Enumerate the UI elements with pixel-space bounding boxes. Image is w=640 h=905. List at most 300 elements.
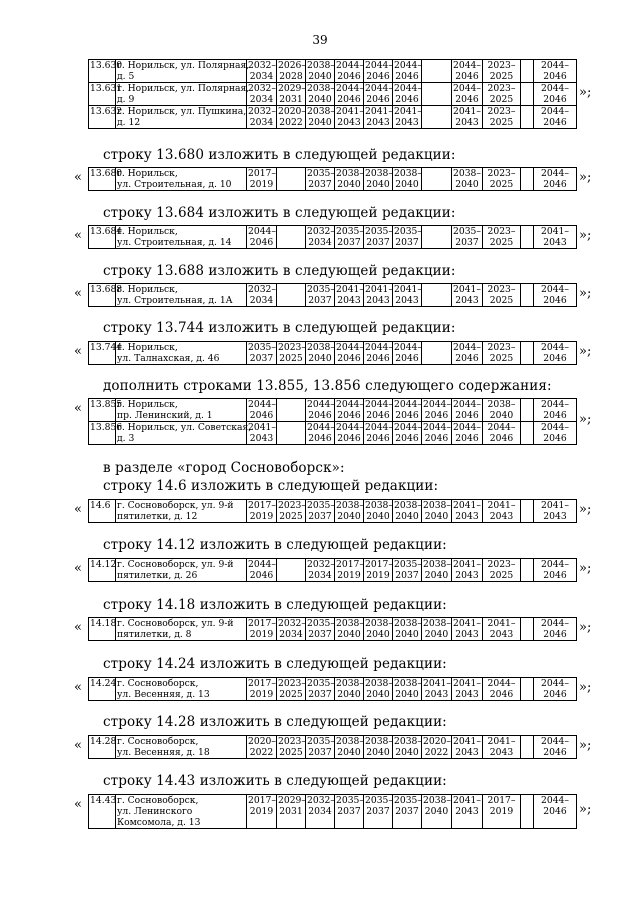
period-line: 2023– bbox=[278, 678, 306, 689]
period-line: 2025 bbox=[489, 117, 514, 128]
period-cell bbox=[393, 342, 422, 365]
period-line bbox=[522, 500, 532, 511]
period-line: 2038– bbox=[307, 342, 335, 353]
period-line: 2043 bbox=[489, 747, 514, 758]
period-line: 2037 bbox=[308, 295, 332, 306]
quote-open: « bbox=[74, 401, 82, 416]
period-line bbox=[423, 168, 450, 179]
amendment-table bbox=[88, 167, 577, 191]
period-cell bbox=[534, 500, 577, 523]
row-number: 14.28 bbox=[89, 736, 116, 759]
table-row bbox=[89, 83, 577, 106]
period-cell bbox=[521, 422, 534, 445]
period-line: 2037 bbox=[308, 747, 332, 758]
period-line: 2019 bbox=[249, 179, 274, 190]
amendment-table bbox=[88, 617, 577, 641]
period-line: 2046 bbox=[543, 410, 567, 421]
quote-close: »; bbox=[579, 619, 592, 635]
period-line: 2025 bbox=[489, 94, 514, 105]
period-line: 2040 bbox=[424, 629, 449, 640]
period-cell bbox=[534, 678, 577, 701]
period-line: 2037 bbox=[337, 806, 361, 817]
period-line: 2032– bbox=[307, 226, 335, 237]
row-number: 13.630 bbox=[89, 60, 116, 83]
instruction-text: строку 13.684 изложить в следующей редакции: bbox=[103, 205, 456, 221]
period-line bbox=[522, 179, 532, 190]
table-row bbox=[89, 226, 577, 249]
period-cell bbox=[422, 500, 452, 523]
period-line bbox=[423, 117, 450, 128]
period-cell bbox=[247, 226, 277, 249]
period-line: 2044– bbox=[541, 618, 569, 629]
period-line: 2041– bbox=[336, 106, 364, 117]
period-cell bbox=[452, 795, 483, 829]
row-number: 13.684 bbox=[89, 226, 116, 249]
period-cell bbox=[422, 83, 452, 106]
period-line bbox=[423, 83, 450, 94]
period-cell bbox=[306, 500, 335, 523]
period-line bbox=[522, 226, 532, 237]
period-line: 2040 bbox=[366, 511, 390, 522]
period-line: 2032– bbox=[307, 795, 335, 806]
row-number: 14.24 bbox=[89, 678, 116, 701]
address-line: ул. Строительная, д. 10 bbox=[117, 179, 232, 190]
row-number: 14.43 bbox=[89, 795, 116, 829]
period-line: 2035– bbox=[394, 795, 422, 806]
period-cell bbox=[483, 226, 521, 249]
period-line: 2041– bbox=[453, 618, 481, 629]
period-line: 2035– bbox=[307, 168, 335, 179]
period-cell bbox=[393, 106, 422, 129]
instruction-text: строку 14.18 изложить в следующей редакции: bbox=[103, 597, 447, 613]
period-cell bbox=[393, 795, 422, 829]
period-line: 2035– bbox=[394, 559, 422, 570]
period-cell bbox=[483, 83, 521, 106]
instruction-text: строку 14.6 изложить в следующей редакции: bbox=[103, 478, 439, 494]
address-line: г. Норильск, bbox=[117, 284, 178, 295]
address-line: пятилетки, д. 12 bbox=[117, 511, 198, 522]
period-cell bbox=[277, 168, 306, 191]
period-line: 2044– bbox=[423, 422, 451, 433]
period-line bbox=[522, 237, 532, 248]
period-cell bbox=[393, 226, 422, 249]
quote-close: »; bbox=[579, 802, 592, 817]
period-cell bbox=[422, 678, 452, 701]
period-line: 2041– bbox=[453, 500, 481, 511]
period-line: 2022 bbox=[249, 747, 274, 758]
period-line: 2043 bbox=[366, 117, 390, 128]
period-line: 2044– bbox=[541, 678, 569, 689]
period-line: 2040 bbox=[366, 747, 390, 758]
period-cell bbox=[335, 60, 364, 83]
period-line bbox=[522, 747, 532, 758]
period-line: 2038– bbox=[336, 736, 364, 747]
table-row bbox=[89, 678, 577, 701]
period-cell bbox=[364, 500, 393, 523]
period-line: 2044– bbox=[307, 399, 335, 410]
period-line: 2044– bbox=[336, 422, 364, 433]
instruction-text: дополнить строками 13.855, 13.856 следующего содержания: bbox=[103, 378, 552, 394]
row-number: 14.6 bbox=[89, 500, 116, 523]
period-line: 2034 bbox=[279, 629, 303, 640]
period-line: 2044– bbox=[541, 106, 569, 117]
period-line: 2043 bbox=[455, 117, 479, 128]
period-line: 2046 bbox=[249, 570, 274, 581]
period-cell bbox=[364, 559, 393, 582]
period-line: 2017– bbox=[248, 618, 276, 629]
table-row bbox=[89, 559, 577, 582]
period-cell bbox=[364, 795, 393, 829]
period-line: 2037 bbox=[308, 689, 332, 700]
schedule-table bbox=[88, 341, 577, 365]
period-line: 2020– bbox=[248, 736, 276, 747]
period-cell bbox=[306, 399, 335, 422]
period-line: 2031 bbox=[279, 94, 303, 105]
period-line: 2038– bbox=[336, 500, 364, 511]
period-line: 2046 bbox=[424, 410, 449, 421]
period-line bbox=[522, 618, 532, 629]
period-line: 2046 bbox=[249, 410, 274, 421]
period-cell bbox=[452, 678, 483, 701]
period-line: 2046 bbox=[366, 71, 390, 82]
period-line: 2041– bbox=[541, 500, 569, 511]
period-line: 2046 bbox=[337, 353, 361, 364]
quote-close: »; bbox=[579, 679, 592, 695]
period-cell bbox=[422, 106, 452, 129]
period-line: 2023– bbox=[278, 342, 306, 353]
period-cell bbox=[335, 399, 364, 422]
period-cell bbox=[534, 736, 577, 759]
period-cell bbox=[277, 60, 306, 83]
period-cell bbox=[452, 342, 483, 365]
period-line: 2046 bbox=[543, 747, 567, 758]
period-line bbox=[522, 106, 532, 117]
period-line: 2046 bbox=[543, 629, 567, 640]
period-cell bbox=[364, 226, 393, 249]
period-line: 2037 bbox=[308, 629, 332, 640]
period-cell bbox=[483, 60, 521, 83]
period-cell bbox=[534, 168, 577, 191]
period-line bbox=[423, 237, 450, 248]
period-line: 2044– bbox=[541, 83, 569, 94]
period-cell bbox=[452, 618, 483, 641]
period-cell bbox=[247, 60, 277, 83]
period-line: 2023– bbox=[487, 284, 516, 295]
period-line: 2023– bbox=[487, 226, 516, 237]
period-cell bbox=[364, 422, 393, 445]
period-line bbox=[423, 94, 450, 105]
period-line: 2043 bbox=[455, 806, 479, 817]
row-number: 13.631 bbox=[89, 83, 116, 106]
period-line bbox=[278, 168, 304, 179]
period-line: 2017– bbox=[248, 795, 276, 806]
period-line bbox=[522, 678, 532, 689]
period-line bbox=[278, 410, 304, 421]
period-cell bbox=[277, 226, 306, 249]
period-cell bbox=[364, 342, 393, 365]
period-line: 2046 bbox=[455, 71, 479, 82]
quote-open: « bbox=[74, 620, 82, 635]
period-line bbox=[522, 559, 532, 570]
period-line: 2046 bbox=[337, 410, 361, 421]
quote-close: »; bbox=[579, 285, 592, 301]
period-line: 2044– bbox=[541, 60, 569, 71]
amendment-table bbox=[88, 794, 577, 829]
period-line: 2046 bbox=[366, 410, 390, 421]
period-cell bbox=[393, 736, 422, 759]
table-row bbox=[89, 618, 577, 641]
period-cell bbox=[534, 226, 577, 249]
row-number: 13.688 bbox=[89, 284, 116, 307]
schedule-table bbox=[88, 735, 577, 759]
period-line: 2034 bbox=[308, 806, 332, 817]
period-line: 2034 bbox=[308, 237, 332, 248]
period-line: 2044– bbox=[394, 399, 422, 410]
period-line: 2023– bbox=[487, 342, 516, 353]
period-line: 2038– bbox=[336, 168, 364, 179]
amendment-table bbox=[88, 59, 577, 129]
period-line: 2020– bbox=[278, 106, 306, 117]
schedule-table bbox=[88, 558, 577, 582]
period-cell bbox=[534, 60, 577, 83]
address-line: г. Сосновоборск, bbox=[117, 795, 199, 806]
period-line: 2046 bbox=[395, 71, 419, 82]
period-line: 2046 bbox=[455, 410, 479, 421]
period-line bbox=[278, 295, 304, 306]
quote-close: »; bbox=[579, 169, 592, 185]
period-cell bbox=[422, 342, 452, 365]
period-line: 2035– bbox=[307, 618, 335, 629]
period-line: 2044– bbox=[336, 83, 364, 94]
period-line: 2040 bbox=[308, 71, 332, 82]
row-number: 13.744 bbox=[89, 342, 116, 365]
period-line: 2040 bbox=[424, 806, 449, 817]
period-line bbox=[522, 295, 532, 306]
period-cell bbox=[247, 500, 277, 523]
period-line: 2043 bbox=[489, 629, 514, 640]
period-line: 2017– bbox=[487, 795, 516, 806]
period-line bbox=[522, 736, 532, 747]
period-line: 2044– bbox=[336, 60, 364, 71]
period-line: 2038– bbox=[423, 559, 451, 570]
period-cell bbox=[306, 284, 335, 307]
quote-open: « bbox=[74, 797, 82, 812]
period-line: 2020– bbox=[423, 736, 451, 747]
period-line: 2038– bbox=[423, 795, 451, 806]
period-line: 2043 bbox=[455, 629, 479, 640]
period-line: 2040 bbox=[308, 94, 332, 105]
period-line: 2043 bbox=[455, 689, 479, 700]
period-line: 2034 bbox=[249, 117, 274, 128]
table-row bbox=[89, 422, 577, 445]
period-cell bbox=[277, 399, 306, 422]
period-cell bbox=[452, 736, 483, 759]
period-line: 2044– bbox=[453, 399, 481, 410]
period-line: 2044– bbox=[541, 422, 569, 433]
table-row bbox=[89, 60, 577, 83]
quote-close: »; bbox=[579, 343, 592, 359]
period-line: 2041– bbox=[365, 106, 393, 117]
period-line: 2041– bbox=[453, 559, 481, 570]
period-cell bbox=[534, 399, 577, 422]
table-row bbox=[89, 736, 577, 759]
period-line: 2043 bbox=[455, 747, 479, 758]
period-line: 2040 bbox=[308, 353, 332, 364]
period-cell bbox=[277, 284, 306, 307]
address-line: пятилетки, д. 8 bbox=[117, 629, 192, 640]
period-cell bbox=[452, 83, 483, 106]
period-line: 2032– bbox=[248, 83, 276, 94]
amendment-table bbox=[88, 398, 577, 445]
period-line: 2038– bbox=[365, 736, 393, 747]
period-line: 2025 bbox=[489, 570, 514, 581]
period-line: 2046 bbox=[543, 353, 567, 364]
period-line bbox=[423, 342, 450, 353]
period-line: 2046 bbox=[366, 94, 390, 105]
period-line: 2032– bbox=[278, 618, 306, 629]
period-line: 2019 bbox=[489, 806, 514, 817]
table-row bbox=[89, 795, 577, 829]
period-line: 2041– bbox=[487, 500, 516, 511]
schedule-table bbox=[88, 794, 577, 829]
period-line: 2023– bbox=[487, 60, 516, 71]
period-line: 2038– bbox=[394, 618, 422, 629]
period-cell bbox=[534, 342, 577, 365]
period-line: 2023– bbox=[278, 500, 306, 511]
period-cell bbox=[306, 559, 335, 582]
address-line: г. Норильск, bbox=[117, 226, 178, 237]
quote-open: « bbox=[74, 680, 82, 695]
period-cell bbox=[247, 618, 277, 641]
period-line: 2037 bbox=[366, 806, 390, 817]
period-line: 2041– bbox=[336, 284, 364, 295]
period-line: 2019 bbox=[249, 689, 274, 700]
period-line: 2035– bbox=[336, 795, 364, 806]
address-cell bbox=[116, 422, 252, 445]
period-line: 2046 bbox=[337, 71, 361, 82]
period-line: 2041– bbox=[541, 226, 569, 237]
period-line bbox=[423, 106, 450, 117]
address-line: д. 3 bbox=[117, 433, 135, 444]
period-line: 2034 bbox=[308, 570, 332, 581]
period-cell bbox=[306, 60, 335, 83]
period-line: 2035– bbox=[365, 226, 393, 237]
period-cell bbox=[364, 618, 393, 641]
address-line: ул. Строительная, д. 1А bbox=[117, 295, 233, 306]
period-line: 2032– bbox=[307, 559, 335, 570]
period-cell bbox=[452, 559, 483, 582]
period-line: 2035– bbox=[394, 226, 422, 237]
period-line: 2041– bbox=[487, 736, 516, 747]
address-cell bbox=[116, 736, 247, 759]
period-line: 2040 bbox=[337, 629, 361, 640]
address-cell bbox=[116, 106, 247, 129]
period-line: 2037 bbox=[308, 179, 332, 190]
period-cell bbox=[277, 500, 306, 523]
period-line: 2017– bbox=[248, 678, 276, 689]
address-line: г. Норильск, bbox=[117, 342, 178, 353]
period-line: 2037 bbox=[249, 353, 274, 364]
period-line bbox=[522, 433, 532, 444]
period-line: 2044– bbox=[453, 342, 481, 353]
period-cell bbox=[364, 736, 393, 759]
period-line: 2019 bbox=[249, 511, 274, 522]
period-cell bbox=[483, 284, 521, 307]
period-line bbox=[278, 226, 304, 237]
period-cell bbox=[335, 500, 364, 523]
period-line: 2043 bbox=[337, 117, 361, 128]
period-line: 2038– bbox=[365, 678, 393, 689]
period-line: 2040 bbox=[337, 179, 361, 190]
period-line bbox=[522, 570, 532, 581]
period-line: 2035– bbox=[307, 500, 335, 511]
period-line bbox=[522, 342, 532, 353]
period-cell bbox=[422, 168, 452, 191]
period-line: 2041– bbox=[453, 106, 481, 117]
period-line bbox=[522, 94, 532, 105]
period-line: 2043 bbox=[543, 237, 567, 248]
period-cell bbox=[306, 618, 335, 641]
period-line bbox=[278, 422, 304, 433]
period-cell bbox=[422, 559, 452, 582]
table-row bbox=[89, 284, 577, 307]
period-cell bbox=[335, 226, 364, 249]
period-line: 2038– bbox=[365, 168, 393, 179]
period-line: 2044– bbox=[307, 422, 335, 433]
period-cell bbox=[306, 795, 335, 829]
period-line: 2040 bbox=[424, 511, 449, 522]
address-line: г. Норильск, ул. Полярная, bbox=[117, 60, 250, 71]
period-cell bbox=[247, 342, 277, 365]
period-cell bbox=[393, 678, 422, 701]
period-line: 2035– bbox=[336, 226, 364, 237]
period-cell bbox=[521, 284, 534, 307]
period-cell bbox=[521, 500, 534, 523]
period-line: 2025 bbox=[489, 237, 514, 248]
address-line: д. 12 bbox=[117, 117, 141, 128]
period-line: 2037 bbox=[366, 237, 390, 248]
schedule-table bbox=[88, 677, 577, 701]
period-cell bbox=[364, 678, 393, 701]
instruction-text: строку 13.688 изложить в следующей редакции: bbox=[103, 263, 456, 279]
period-cell bbox=[534, 106, 577, 129]
period-line: 2043 bbox=[543, 511, 567, 522]
period-line: 2040 bbox=[366, 179, 390, 190]
period-line: 2040 bbox=[366, 629, 390, 640]
quote-open: « bbox=[74, 344, 82, 359]
address-line: ул. Ленинского bbox=[117, 806, 193, 817]
address-line: пр. Ленинский, д. 1 bbox=[117, 410, 213, 421]
period-line: 2046 bbox=[543, 117, 567, 128]
period-line: 2044– bbox=[248, 399, 276, 410]
period-line: 2025 bbox=[279, 747, 303, 758]
period-line: 2040 bbox=[395, 179, 419, 190]
instruction-text: в разделе «город Сосновоборск»: bbox=[103, 460, 345, 476]
period-cell bbox=[521, 795, 534, 829]
period-cell bbox=[247, 795, 277, 829]
period-cell bbox=[422, 284, 452, 307]
period-line: 2046 bbox=[366, 433, 390, 444]
amendment-table bbox=[88, 735, 577, 759]
period-cell bbox=[422, 226, 452, 249]
address-cell bbox=[116, 678, 247, 701]
period-cell bbox=[393, 399, 422, 422]
period-cell bbox=[335, 168, 364, 191]
period-cell bbox=[277, 106, 306, 129]
period-line: 2046 bbox=[366, 353, 390, 364]
period-cell bbox=[247, 736, 277, 759]
address-line: г. Сосновоборск, bbox=[117, 678, 199, 689]
